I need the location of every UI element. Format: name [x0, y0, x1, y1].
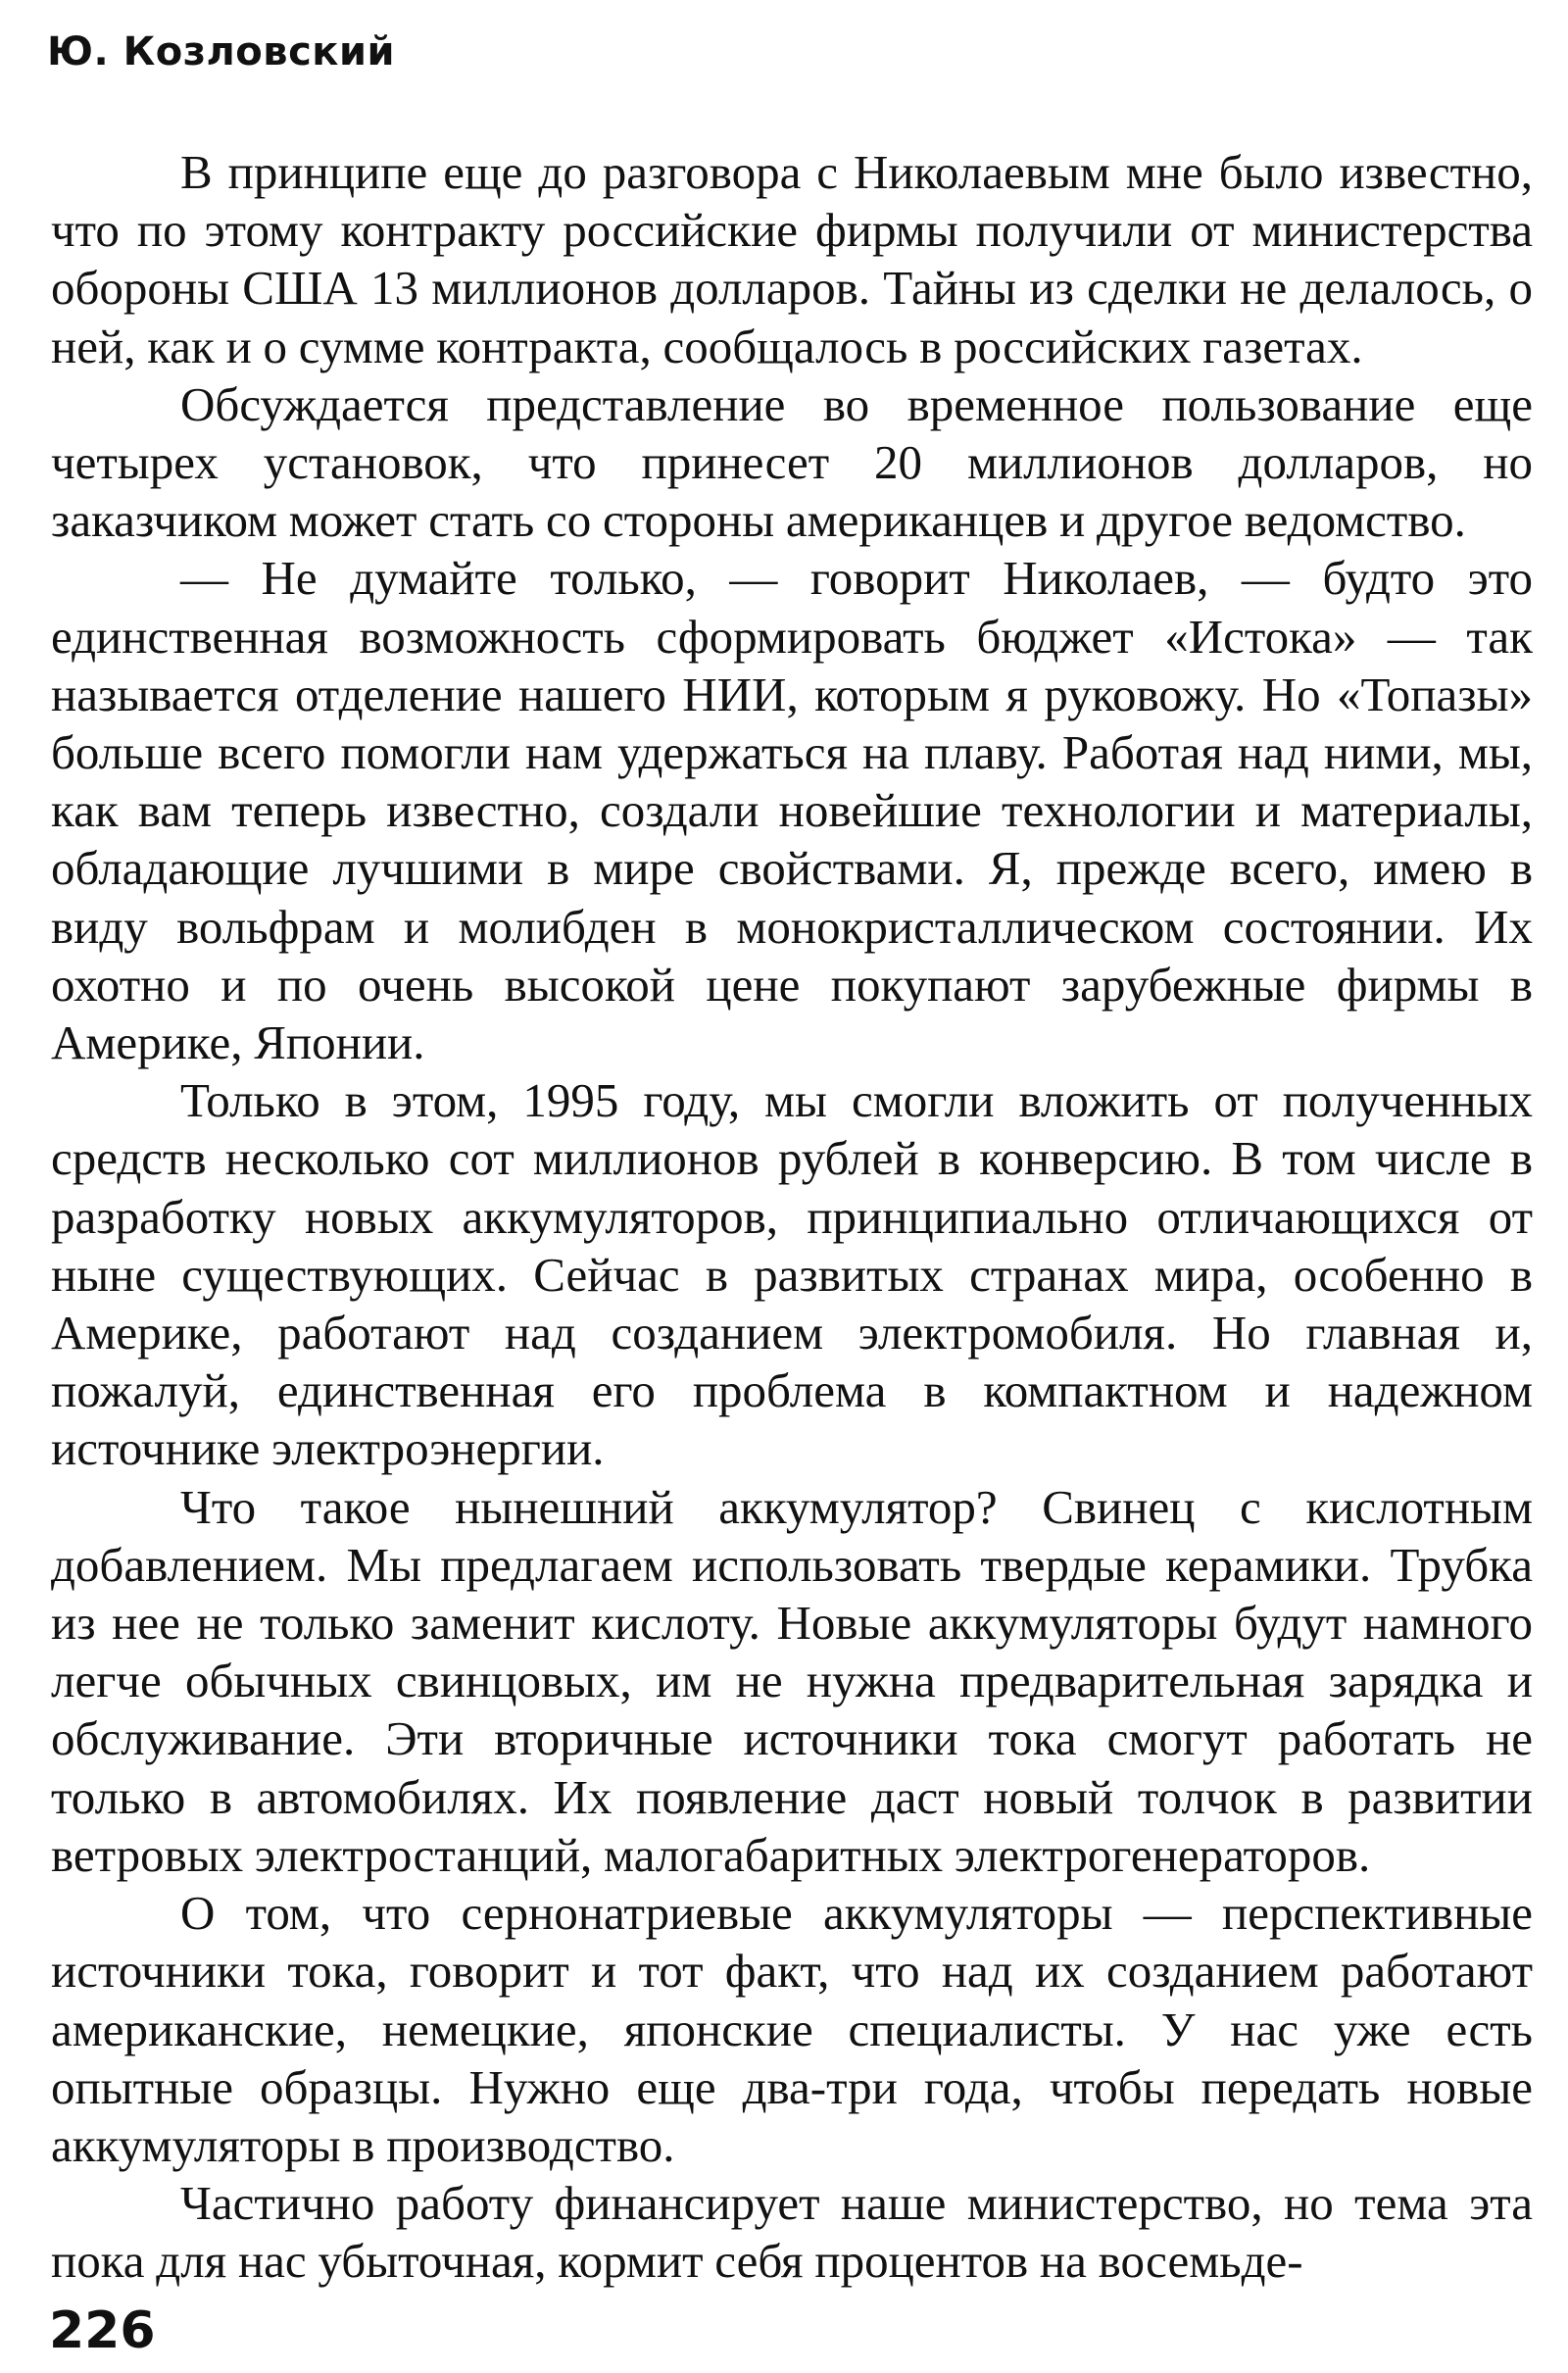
paragraph: Что такое нынешний аккумулятор? Свинец с кислотным добавлением. Мы предлагаем использовать твердые керамики. Трубка из нее не только заменит кислоту. Новые аккумуляторы будут намного легче обычных свинцовых, им не нужна предварительная зарядка и обслуживание. Эти вторичные источники тока смогут работать не только в автомобилях. Их появление даст новый толчок в развитии ветровых электростанций, малогабаритных электрогенераторов. — [51, 1479, 1533, 1882]
running-head: Ю. Козловский — [47, 29, 395, 74]
body-text — [51, 143, 1533, 2291]
page-number: 226 — [49, 2301, 156, 2360]
paragraph: О том, что сернонатриевые аккумуляторы — перспективные источники тока, говорит и тот факт, что над их созданием работают американские, немецкие, японские специалисты. У нас уже есть опытные образцы. Нужно еще два-три года, чтобы передать новые аккумуляторы в производство. — [51, 1886, 1533, 2172]
paragraph: В принципе еще до разговора с Николаевым мне было известно, что по этому контракту российские фирмы получили от министерства обороны США 13 миллионов долларов. Тайны из сделки не делалось, о ней, как и о сумме контракта, сообщалось в российских газетах. — [51, 145, 1533, 373]
paragraph: — Не думайте только, — говорит Николаев, — будто это единственная возможность сформировать бюджет «Истока» — так называется отделение нашего НИИ, которым я руковожу. Но «Топазы» больше всего помогли нам удержаться на плаву. Работая над ними, мы, как вам теперь известно, создали новейшие технологии и материалы, обладающие лучшими в мире свойствами. Я, прежде всего, имею в виду вольфрам и молибден в монокристаллическом состоянии. Их охотно и по очень высокой цене покупают зарубежные фирмы в Америке, Японии. — [51, 551, 1533, 1070]
paragraph: Частично работу финансирует наше министерство, но тема эта пока для нас убыточная, кормит себя процентов на восемьде- — [51, 2176, 1533, 2289]
paragraph: Только в этом, 1995 году, мы смогли вложить от полученных средств несколько сот миллионов рублей в конверсию. В том числе в разработку новых аккумуляторов, принципиально отличающихся от ныне существующих. Сейчас в развитых странах мира, особенно в Америке, работают над созданием электромобиля. Но главная и, пожалуй, единственная его проблема в компактном и надежном источнике электроэнергии. — [51, 1073, 1533, 1476]
paragraph: Обсуждается представление во временное пользование еще четырех установок, что принесет 20 миллионов долларов, но заказчиком может стать со стороны американцев и другое ведомство. — [51, 376, 1533, 548]
